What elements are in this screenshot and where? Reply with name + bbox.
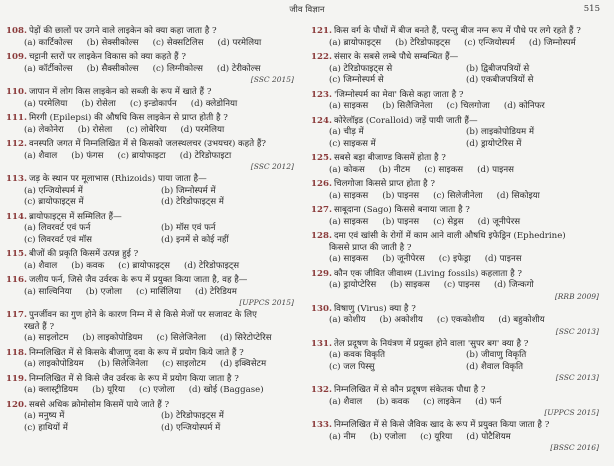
question-text-line	[311, 420, 603, 432]
option-d: (d) सिकोइया	[496, 190, 540, 201]
options-list	[311, 64, 603, 87]
question-text: ब्रायोफाइट्स में सम्मिलित हैं—	[28, 211, 122, 222]
option-b: (b) लाइकोपोडियम में	[466, 127, 534, 137]
option-a: (a) शैवाल	[24, 150, 58, 161]
question-text-line	[6, 275, 298, 287]
exam-reference: [UPPCS 2015]	[544, 408, 599, 417]
option-d: (d) टेरिडोफाइटा	[179, 150, 232, 161]
option-b: (b) जीवाणु विकृति	[466, 350, 527, 360]
question-item	[311, 153, 603, 176]
question-text-line	[6, 249, 298, 261]
question-text-line	[311, 179, 603, 191]
exam-reference: [SSC 2013]	[555, 326, 599, 336]
question-text-line	[6, 26, 298, 38]
question-text-line	[6, 87, 298, 99]
option-c: (c) सेड्रस	[433, 216, 464, 227]
question-item	[6, 26, 298, 49]
exam-reference: [SSC 2012]	[250, 162, 294, 171]
question-text: निम्नलिखित में से किसे जैव उर्वरक के रूप में प्रयोग किया जाता है ?	[28, 373, 239, 384]
option-d: (d) बहुकोशीय	[498, 315, 545, 325]
option-a: (a) कोशीय	[329, 315, 366, 325]
option-d: (d) जूनीपेरस	[477, 216, 521, 227]
question-number: 131.	[311, 338, 332, 349]
option-a: (a) लेकोनेरा	[24, 124, 64, 135]
question-text: किस वर्ग के पौधों में बीज बनते हैं, परन्तु बीज नग्न रूप में पौधे पर लगे रहते हैं ?	[333, 26, 581, 36]
question-number: 115.	[6, 249, 27, 259]
question-item	[6, 374, 298, 397]
option-a: (a) साल्विनिया	[24, 286, 72, 297]
question-item	[311, 90, 603, 113]
options-list	[311, 38, 603, 50]
option-b: (b) टेरिडोफाइट्स में	[161, 411, 224, 421]
option-b: (b) पाइनस	[382, 190, 420, 201]
question-item	[311, 339, 603, 383]
option-a: (a) चीड़ में	[329, 127, 364, 137]
option-b: (b) सिलैजिनेला	[382, 101, 433, 111]
option-d: (d) फर्न	[475, 396, 502, 407]
option-d: (d) पाइनस	[484, 254, 522, 264]
question-item	[311, 385, 603, 417]
question-item	[311, 52, 603, 87]
question-number: 124.	[311, 115, 332, 126]
question-text: निम्नलिखित में से किसे जैविक खाद के रूप में प्रयुक्त किया जाता है ?	[333, 420, 550, 430]
question-text-line	[311, 205, 603, 217]
exam-reference: [UPPCS 2015]	[239, 298, 294, 307]
question-number: 126.	[311, 179, 332, 189]
question-text: बीजों की प्रकृति किसमें उत्पन्न हुई ?	[28, 249, 139, 259]
options-list	[311, 397, 603, 409]
question-text: तेल प्रदूषण के नियंत्रण में प्रयुक्त होने वाला 'सुपर बग' क्या है ?	[333, 338, 529, 349]
question-number: 128.	[311, 231, 332, 241]
option-c: (c) पाइनस	[443, 280, 480, 290]
option-c: (c) साइकस में	[329, 138, 376, 149]
option-d: (d) परमेलिया	[180, 124, 225, 135]
options-list	[311, 101, 603, 113]
question-text-line	[6, 348, 298, 360]
question-number: 122.	[311, 52, 332, 62]
question-text: कोरेलॉइड (Coralloid) जड़ें पायी जाती हैं—	[333, 115, 478, 126]
question-item	[6, 310, 298, 345]
question-text: मिरगी (Epilepsi) की औषधि किस लाइकेन से प्राप्त होती है ?	[28, 113, 228, 123]
option-b: (b) नीटम	[378, 164, 411, 175]
question-item	[311, 269, 603, 301]
option-a: (a) परमेलिया	[24, 98, 68, 109]
option-d: (d) जिन्कगो	[493, 280, 534, 290]
options-list	[311, 217, 603, 229]
question-item	[311, 26, 603, 49]
option-c: (c) चिलगोजा	[446, 101, 490, 111]
option-b: (b) जूनीपेरस	[382, 254, 425, 264]
option-a: (a) क्लास्ट्रीडियम	[24, 385, 79, 395]
option-d: (d) इनमें से कोई नहीं	[161, 234, 229, 245]
question-text-line	[311, 269, 603, 281]
option-a: (a) शैवाल	[24, 260, 58, 271]
question-text-line	[311, 52, 603, 64]
option-c: (c) एककोशीय	[436, 315, 485, 325]
options-list	[6, 186, 298, 209]
question-text: जड़ के स्थान पर मूलाभास (Rhizoids) पाया जाता है—	[28, 174, 207, 184]
options-list	[6, 38, 298, 50]
option-d: (d) जिम्नोस्पर्म	[528, 37, 576, 48]
option-b: (b) सेक्सीकोल्स	[86, 37, 139, 48]
question-text: निम्नलिखित में से किसके बीजाणु दवा के रूप में प्रयोग किये जाते हैं ?	[28, 347, 244, 358]
question-item	[311, 304, 603, 336]
option-c: (c) जल पिस्सु	[329, 361, 375, 372]
options-list	[6, 151, 298, 163]
question-number: 120.	[6, 399, 27, 410]
exam-reference: [RRB 2009]	[554, 291, 599, 301]
option-a: (a) साइकस	[329, 101, 369, 111]
question-text: जलीय फर्न, जिसे जैव उर्वरक के रूप में प्रयुक्त किया जाता है, वह है—	[28, 275, 248, 285]
exam-reference: [SSC 2015]	[250, 75, 294, 84]
question-text: पुनर्जीवन का गुण होने के कारण निम्न में से किसे मेजों पर सजावट के लिए	[28, 310, 257, 320]
option-d: (d) शैवाल विकृति	[466, 361, 524, 372]
options-list	[6, 223, 298, 246]
option-c: (c) इफेड्रा	[438, 254, 471, 264]
option-d: (d) ड्रायोप्टेरिस में	[466, 138, 522, 149]
question-number: 117.	[6, 310, 27, 320]
question-text-line	[311, 90, 603, 102]
option-b: (b) एजोला	[85, 286, 123, 297]
option-a: (a) शैवाल	[329, 396, 363, 407]
options-list	[311, 254, 603, 266]
option-c: (c) ब्रायोफाइट्स में	[24, 197, 84, 207]
option-c: (c) यूरिया	[420, 431, 453, 442]
question-number: 110.	[6, 87, 27, 97]
option-a: (a) कवक विकृति	[329, 350, 385, 360]
option-a: (a) ड्रायोप्टेरिस	[329, 280, 377, 290]
question-number: 112.	[6, 139, 27, 149]
question-number: 127.	[311, 205, 332, 215]
option-b: (b) पाइनस	[382, 216, 420, 227]
question-text: सबसे बड़ा बीजाण्ड किसमें होता है ?	[333, 153, 446, 163]
option-a: (a) टेरिडोफाइट्स से	[329, 63, 393, 74]
option-c: (c) सेक्सटिलिस	[152, 37, 204, 48]
option-c: (c) जिम्नोस्पर्म से	[329, 75, 384, 85]
option-a: (a) साइकस	[329, 216, 369, 227]
exam-reference: [SSC 2013]	[555, 373, 599, 382]
question-text-line	[6, 113, 298, 125]
question-number: 118.	[6, 347, 27, 358]
question-text-continued: किससे प्राप्त की जाती है ?	[329, 242, 412, 253]
option-a: (a) साइकस	[329, 190, 369, 201]
option-b: (b) कवक	[71, 260, 105, 271]
option-d: (d) टेरीकोल्स	[216, 63, 261, 74]
option-a: (a) लाइकोपोडियम	[24, 359, 84, 369]
option-d: (d) खोई (Baggase)	[188, 385, 264, 395]
options-list	[6, 125, 298, 137]
option-d: (d) परमेलिया	[217, 37, 262, 48]
question-item	[6, 113, 298, 136]
options-list	[311, 432, 603, 444]
option-a: (a) मनुष्य में	[24, 411, 65, 421]
question-number: 119.	[6, 373, 27, 384]
page-number: 515	[583, 4, 600, 14]
option-c: (c) सिलेजीनेला	[433, 190, 483, 201]
option-a: (a) लिवरवर्ट एवं फर्न	[24, 223, 91, 233]
option-a: (a) कॉर्टीकोल्स	[24, 63, 73, 74]
option-d: (d) टेरिडियम	[194, 286, 237, 297]
option-c: (c) इन्डोकार्पन	[129, 98, 177, 109]
option-b: (b) जिम्नोस्पर्म में	[161, 185, 216, 196]
option-b: (b) द्विबीजपत्रियों से	[466, 63, 530, 74]
question-text-line	[311, 385, 603, 397]
option-a: (a) साइलोटम	[24, 333, 69, 343]
options-list	[311, 127, 603, 150]
options-list	[6, 261, 298, 273]
question-number: 133.	[311, 420, 332, 430]
question-item	[6, 139, 298, 171]
options-list	[6, 287, 298, 299]
option-d: (d) इक्विसेटम	[219, 359, 267, 369]
question-number: 111.	[6, 113, 27, 123]
option-b: (b) अकोशीय	[379, 315, 423, 325]
question-item	[6, 212, 298, 247]
option-d: (d) कोनिफर	[503, 101, 545, 111]
question-text-line	[311, 116, 603, 128]
option-b: (b) रोसेला	[81, 98, 116, 109]
option-d: (d) टेरिडोफाइट्स में	[161, 197, 224, 207]
question-item	[6, 87, 298, 110]
question-number: 116.	[6, 275, 27, 285]
question-number: 109.	[6, 52, 27, 62]
question-text-line	[6, 174, 298, 186]
question-text: पेड़ों की छालों पर उगने वाले लाइकेन को क्या कहा जाता है ?	[28, 26, 217, 36]
question-number: 121.	[311, 26, 332, 36]
options-list	[311, 315, 603, 327]
question-item	[311, 231, 603, 266]
exam-reference: [BSSC 2016]	[550, 443, 599, 452]
options-list	[6, 385, 298, 397]
question-number: 130.	[311, 303, 332, 314]
page-header	[0, 0, 614, 18]
option-c: (c) साइलोटम	[161, 359, 206, 369]
question-text-continued: रखते हैं ?	[24, 321, 55, 332]
question-item	[6, 52, 298, 84]
question-number: 125.	[311, 153, 332, 163]
option-c: (c) एजोला	[139, 385, 175, 395]
question-text-line	[6, 139, 298, 151]
option-b: (b) कवक	[376, 396, 410, 407]
option-b: (b) फंगस	[71, 150, 104, 161]
question-text-line	[6, 400, 298, 412]
option-d: (d) सिरेटोप्टेरिस	[219, 333, 272, 343]
option-b: (b) टेरिडोफाइट्स	[395, 37, 451, 48]
option-a: (a) ब्रायोफाइट्स	[329, 37, 382, 48]
question-text: दमा एवं खांसी के रोगों में काम आने वाली औषधि इफेड्रिन (Ephedrine)	[333, 231, 566, 241]
option-b: (b) एजोला	[369, 431, 407, 442]
option-b: (b) सैक्सीकोल्स	[86, 63, 139, 74]
option-c: (c) लोबेरिया	[126, 124, 167, 135]
option-d: (d) पोटैशियम	[466, 431, 511, 442]
options-list	[311, 165, 603, 177]
question-item	[311, 420, 603, 452]
right-column	[311, 26, 603, 455]
options-list	[311, 350, 603, 373]
option-a: (a) साइकस	[329, 254, 369, 264]
options-list	[311, 191, 603, 203]
option-d: (d) एकबीजपत्रियों से	[466, 75, 534, 85]
question-text: सबसे अधिक क्रोमोसोम किसमें पाये जाते हैं ?	[28, 399, 170, 410]
option-b: (b) साइकस	[390, 280, 430, 290]
option-c: (c) हाथियों में	[24, 422, 68, 433]
question-text: वनस्पति जगत में निम्नलिखित में से किसको जलस्थलचर (उभयचर) कहते हैं?	[28, 139, 266, 149]
option-c: (c) ब्रायोफाइट्स	[118, 260, 170, 271]
question-item	[6, 400, 298, 435]
left-column	[6, 26, 298, 437]
options-list	[6, 359, 298, 371]
option-a: (a) एन्जियोस्पर्म में	[24, 185, 83, 196]
question-number: 129.	[311, 268, 332, 279]
question-number: 123.	[311, 89, 332, 100]
option-d: (d) एन्जियोस्पर्म में	[161, 422, 221, 433]
question-number: 114.	[6, 211, 27, 222]
options-list	[311, 280, 603, 292]
question-text: साबूदाना (Sago) किससे बनाया जाता है ?	[333, 205, 470, 215]
question-item	[6, 249, 298, 272]
option-c: (c) एन्जियोस्पर्म	[464, 37, 515, 48]
option-d: (d) टेरिडोफाइट्स	[183, 260, 240, 271]
option-c: (c) साइकस	[424, 164, 464, 175]
question-number: 108.	[6, 26, 27, 36]
question-item	[311, 205, 603, 228]
option-d: (d) पाइनस	[477, 164, 514, 175]
question-item	[311, 116, 603, 151]
question-text-line	[311, 304, 603, 316]
question-item	[6, 174, 298, 209]
question-text: कौन एक जीवित जीवाश्म (Living fossils) कहलाता है ?	[333, 268, 523, 279]
question-text-line	[311, 231, 603, 243]
question-text-line	[311, 153, 603, 165]
option-b: (b) मॉस एवं फर्न	[161, 223, 216, 233]
option-c: (c) ब्रायोफाइटा	[117, 150, 166, 161]
question-text-line	[6, 212, 298, 224]
question-text-line	[6, 52, 298, 64]
question-text: निम्नलिखित में से कौन प्रदूषण संकेतक पौधा है ?	[333, 385, 486, 395]
question-text: चट्टानी स्तरों पर लाइकेन विकास को क्या कहते हैं ?	[28, 52, 186, 62]
question-item	[311, 179, 603, 202]
option-b: (b) रोसेला	[77, 124, 113, 135]
option-a: (a) कार्टिकोल्स	[24, 37, 73, 48]
option-a: (a) नीम	[329, 431, 356, 442]
option-d: (d) क्लेडोनिया	[190, 98, 238, 109]
option-c: (c) लिग्नीकोल्स	[152, 63, 203, 74]
option-b: (b) लाइकोपोडियम	[82, 333, 143, 343]
options-list	[6, 411, 298, 434]
question-text: विषाणु (Virus) क्या है ?	[333, 303, 416, 314]
question-text: चिलगोजा किससे प्राप्त होता है ?	[333, 179, 435, 189]
question-number: 113.	[6, 174, 27, 184]
option-a: (a) कोकस	[329, 164, 365, 175]
question-text-line	[311, 339, 603, 351]
option-b: (b) सिलेजिनेला	[97, 359, 148, 369]
options-list	[6, 64, 298, 76]
option-c: (c) लिवरवर्ट एवं मॉस	[24, 234, 92, 245]
question-item	[6, 348, 298, 371]
page-title: जीव विज्ञान	[289, 5, 325, 15]
options-list	[6, 333, 298, 345]
question-text-line	[6, 374, 298, 386]
question-number: 132.	[311, 385, 332, 395]
options-list	[6, 99, 298, 111]
question-text-line	[311, 26, 603, 38]
question-item	[6, 275, 298, 307]
option-c: (c) सिलेजिनेला	[156, 333, 206, 343]
option-c: (c) लाइकेन	[423, 396, 462, 407]
question-text-line	[6, 310, 298, 322]
question-text: जापान में लोग किस लाइकेन को सब्जी के रूप में खाते हैं ?	[28, 87, 212, 97]
question-text: 'जिम्नोस्पर्म का मेवा' किसे कहा जाता है ?	[333, 89, 464, 100]
option-c: (c) मार्सिलिया	[136, 286, 181, 297]
option-b: (b) यूरिया	[92, 385, 126, 395]
question-text: संसार के सबसे लम्बे पौधे सम्बन्धित हैं—	[333, 52, 459, 62]
